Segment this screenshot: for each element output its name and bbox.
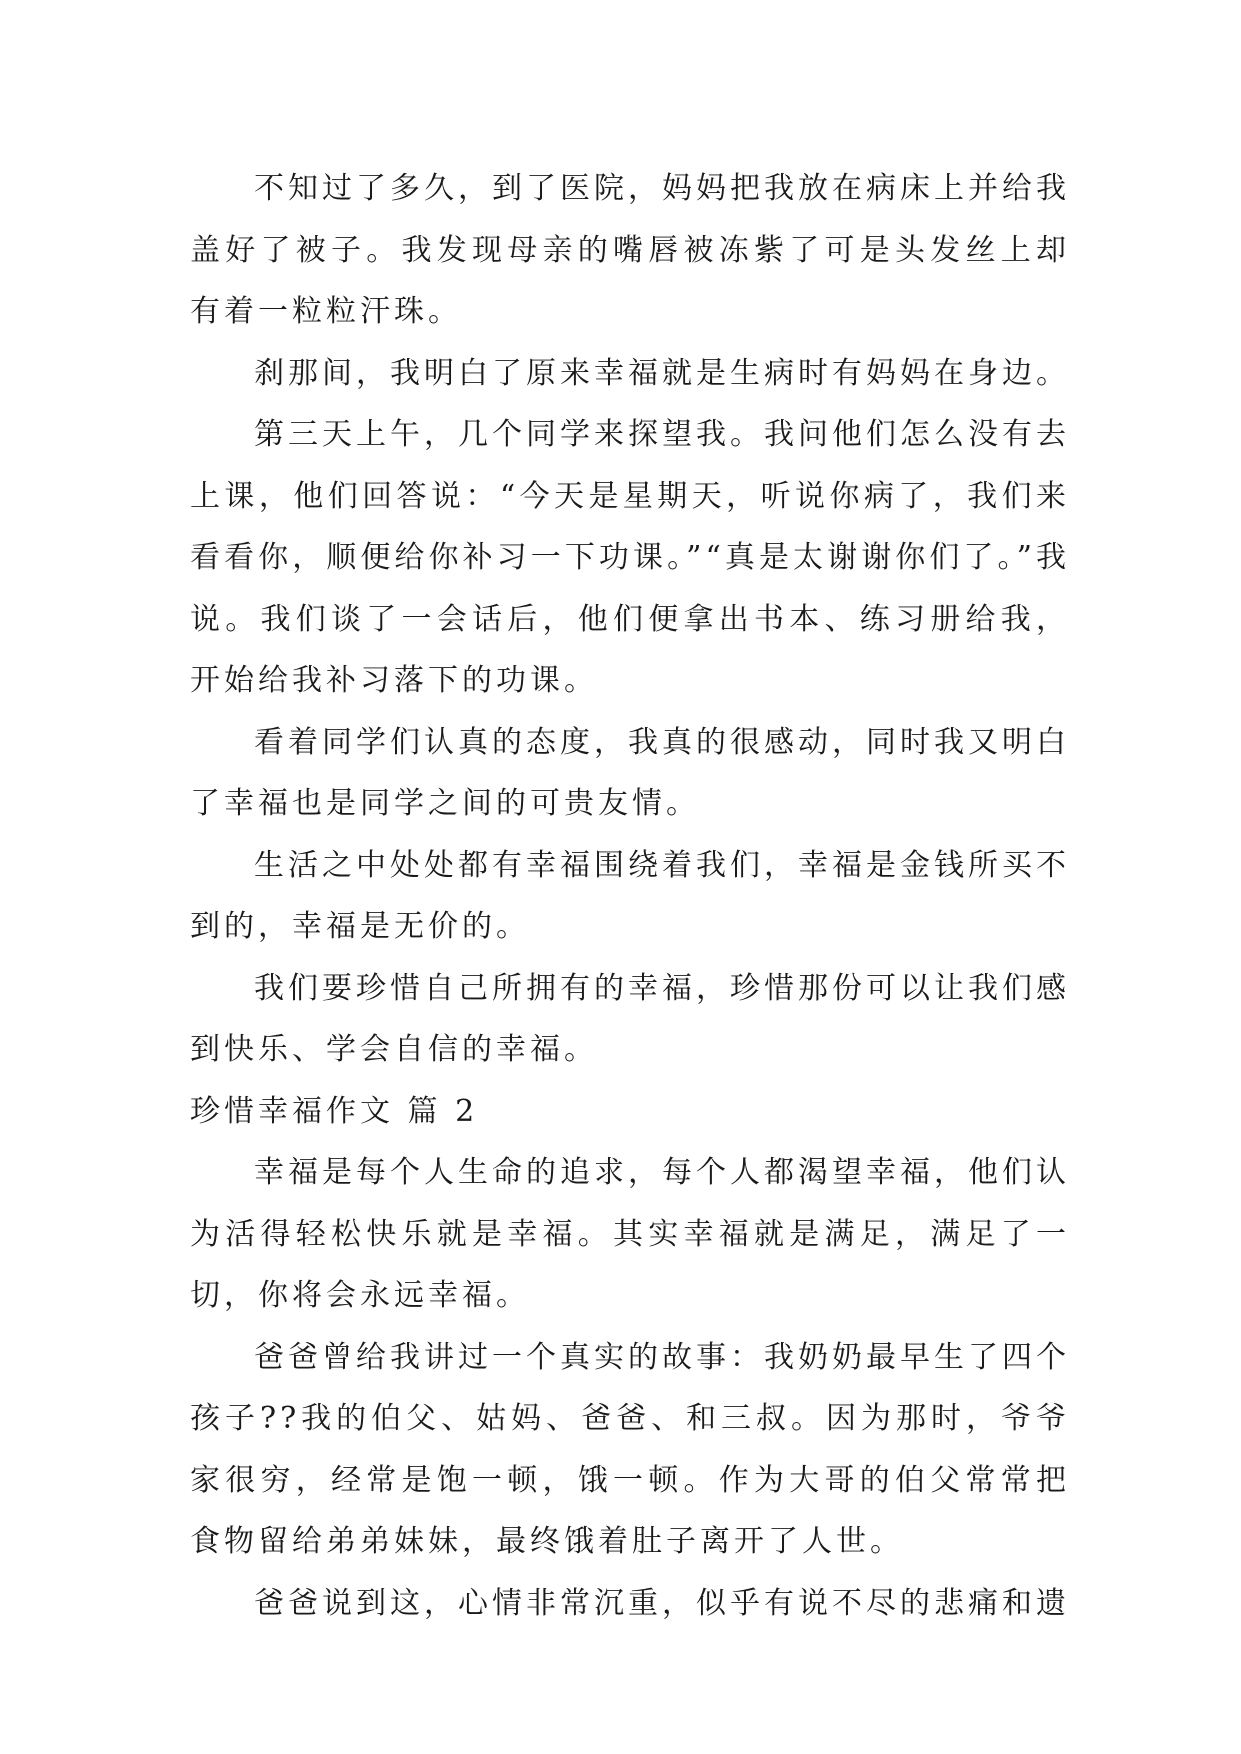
paragraph: 生活之中处处都有幸福围绕着我们，幸福是金钱所买不到的，幸福是无价的。 [190, 847, 1070, 944]
document-body [190, 158, 1070, 1634]
paragraph: 刹那间，我明白了原来幸福就是生病时有妈妈在身边。 [254, 355, 1070, 391]
paragraph: 爸爸说到这，心情非常沉重，似乎有说不尽的悲痛和遗 [254, 1585, 1070, 1621]
paragraph: 第三天上午，几个同学来探望我。我问他们怎么没有去上课，他们回答说：“今天是星期天，听说你病了，我们来看看你，顺便给你补习一下功课。”“真是太谢谢你们了。”我说。我们谈了一会话后，他们便拿出书本、练习册给我，开始给我补习落下的功课。 [190, 417, 1070, 698]
paragraph: 不知过了多久，到了医院，妈妈把我放在病床上并给我盖好了被子。我发现母亲的嘴唇被冻紫了可是头发丝上却有着一粒粒汗珠。 [190, 171, 1070, 329]
paragraph: 看着同学们认真的态度，我真的很感动，同时我又明白了幸福也是同学之间的可贵友情。 [190, 724, 1070, 821]
section-heading: 珍惜幸福作文 篇 2 [190, 1093, 479, 1129]
paragraph: 爸爸曾给我讲过一个真实的故事：我奶奶最早生了四个孩子??我的伯父、姑妈、爸爸、和三叔。因为那时，爷爷家很穷，经常是饱一顿，饿一顿。作为大哥的伯父常常把食物留给弟弟妹妹，最终饿着肚子离开了人世。 [190, 1339, 1070, 1559]
paragraph: 我们要珍惜自己所拥有的幸福，珍惜那份可以让我们感到快乐、学会自信的幸福。 [190, 970, 1070, 1067]
paragraph: 幸福是每个人生命的追求，每个人都渴望幸福，他们认为活得轻松快乐就是幸福。其实幸福就是满足，满足了一切，你将会永远幸福。 [190, 1155, 1070, 1313]
